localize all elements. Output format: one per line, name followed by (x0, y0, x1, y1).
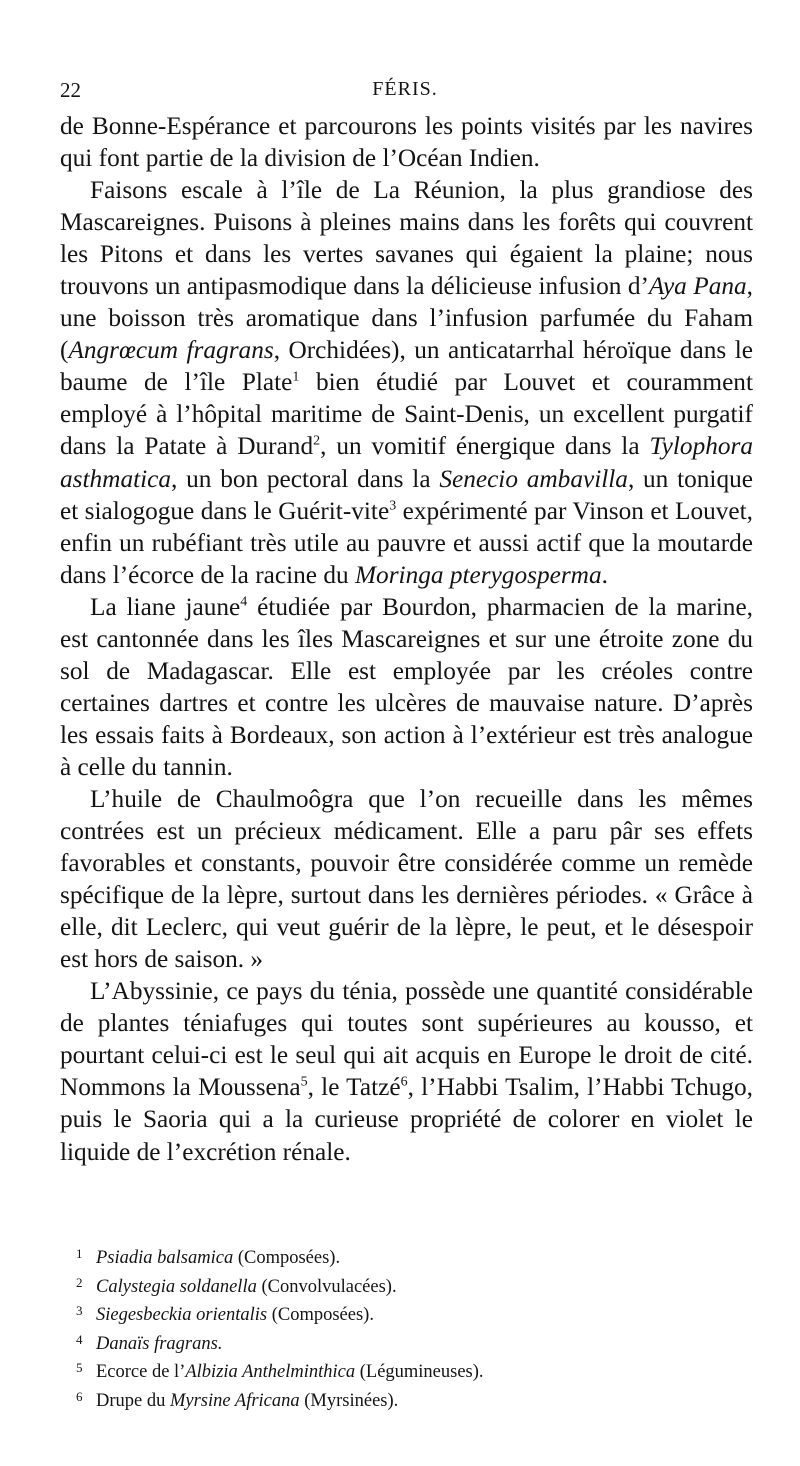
footnote-number: 2 (76, 1274, 83, 1290)
footnotes (76, 1242, 756, 1414)
footnote-reference: 4 (240, 594, 248, 610)
footnote (76, 1328, 756, 1357)
text-run: (Légumineuses). (355, 1362, 484, 1383)
paragraph (60, 975, 753, 1167)
footnote-number: 6 (76, 1388, 83, 1404)
text-run: (Composées). (267, 1305, 374, 1326)
footnote (76, 1299, 756, 1328)
text-run: , un vomitif énergique dans la (320, 432, 650, 461)
text-run: , une boisson très aromatique dans l’infusion parfumée du Faham ( (60, 272, 753, 365)
footnote (76, 1242, 756, 1271)
italic-text: Tylophora asthmatica (60, 432, 754, 493)
text-run: , un bon pectoral dans la (171, 464, 440, 493)
footnote (76, 1385, 756, 1414)
italic-text: Calystegia soldanella (96, 1276, 257, 1297)
footnote-number: 5 (76, 1360, 83, 1376)
text-run: Ecorce de l’ (96, 1362, 186, 1383)
footnote-reference: 6 (400, 1074, 408, 1090)
footnote (76, 1271, 756, 1300)
text-run: , un tonique et sialogogue dans le Guérit-vite (60, 464, 753, 525)
italic-text: Siegesbeckia orientalis (96, 1305, 268, 1326)
footnote-reference: 5 (300, 1074, 308, 1090)
body-text (60, 110, 753, 1168)
text-run: . (601, 560, 608, 589)
page-number: 22 (60, 78, 81, 102)
text-run: L’Abyssinie, ce pays du ténia, possède une quantité considérable de plantes téniafuges qui toutes sont supérieures au kousso, et pourtant celui-ci est le seul qui ait acquis en Europe le droit de cité. Nommons la Moussena (60, 977, 753, 1102)
text-run: L’huile de Chaulmoôgra que l’on recueille dans les mêmes contrées est un précieux médicament. Elle a paru pâr ses effets favorables et constants, pouvoir être considérée comme un remède spécifique de la lèpre, surtout dans les dernières périodes. « Grâce à elle, dit Leclerc, qui veut guérir de la lèpre, le peut, et le désespoir est hors de saison. » (60, 784, 753, 974)
text-run: , Orchidées), un anticatarrhal héroïque dans le baume de l’île Plate (60, 336, 753, 397)
text-run: expérimenté par Vinson et Louvet, enfin un rubéfiant très utile au pauvre et aussi actif que la moutarde dans l’écorce de la racine du (60, 496, 753, 589)
footnote-number: 4 (76, 1331, 83, 1347)
italic-text: Psiadia balsamica (96, 1248, 234, 1268)
footnote-number: 1 (76, 1246, 83, 1261)
italic-text: Moringa pterygosperma (354, 560, 602, 589)
paragraph (60, 591, 753, 783)
text-run: (Convolvulacées). (256, 1276, 397, 1297)
text-run: (Composées). (233, 1248, 341, 1268)
footnote-reference: 2 (313, 434, 321, 450)
footnote (76, 1356, 756, 1385)
running-head: FÉRIS. (372, 78, 438, 100)
text-run: La liane jaune (90, 592, 241, 621)
text-run: Faisons escale à l’île de La Réunion, la plus grandiose des Mascareignes. Puisons à pleines mains dans les forêts qui couvrent les Pitons et dans les vertes savanes qui égaient la plaine; nous trouvons un antipasmodique dans la délicieuse infusion d’ (60, 176, 753, 301)
footnote-reference: 1 (292, 369, 300, 385)
text-run: de Bonne-Espérance et parcourons les points visités par les navires qui font partie de la division de l’Océan Indien. (60, 112, 753, 173)
text-run: Drupe du (96, 1390, 170, 1411)
italic-text: Danaïs fragrans. (96, 1333, 223, 1354)
text-run: (Myrsinées). (299, 1390, 399, 1411)
text-run: , le Tatzé (307, 1073, 401, 1102)
italic-text: Albizia Anthelminthica (185, 1362, 356, 1383)
text-run: , l’Habbi Tsalim, l’Habbi Tchugo, puis le Saoria qui a la curieuse propriété de colorer en violet le liquide de l’excrétion rénale. (60, 1073, 754, 1166)
italic-text: Myrsine Africana (169, 1390, 300, 1411)
italic-text: Angrœcum fragrans (68, 336, 274, 365)
italic-text: Aya Pana (648, 272, 747, 301)
footnote-reference: 3 (389, 498, 397, 514)
text-run: bien étudié par Louvet et couramment employé à l’hôpital maritime de Saint-Denis, un excellent purgatif dans la Patate à Durand (60, 368, 753, 461)
paragraph (60, 174, 753, 591)
footnote-number: 3 (76, 1303, 83, 1319)
paragraph (60, 783, 753, 975)
paragraph (60, 110, 753, 174)
italic-text: Senecio ambavilla (439, 464, 628, 493)
page-header (60, 78, 750, 108)
text-run: étudiée par Bourdon, pharmacien de la marine, est cantonnée dans les îles Mascareignes et sur une étroite zone du sol de Madagascar. Elle est employée par les créoles contre certaines dartres et contre les ulcères de mauvaise nature. D’après les essais faits à Bordeaux, son action à l’extérieur est très analogue à celle du tannin. (60, 592, 753, 781)
